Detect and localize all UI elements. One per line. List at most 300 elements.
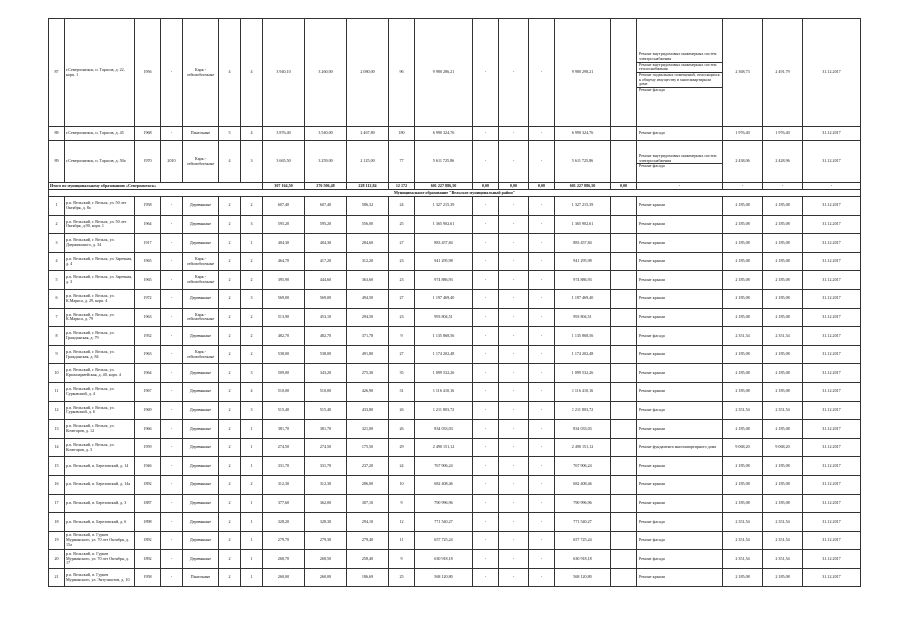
area-living: 371,78 [347, 327, 389, 346]
fund-owners: 2 490 151,12 [555, 438, 611, 457]
area-total: 3 876,40 [263, 127, 305, 141]
planned-date: 31.12.2017 [803, 345, 861, 364]
fund-regional: - [499, 289, 529, 308]
fund-other [611, 420, 637, 439]
row-number: 6 [49, 289, 65, 308]
entrances-count: 4 [241, 382, 263, 401]
area-total: 260,00 [263, 568, 305, 587]
row-number: 17 [49, 494, 65, 513]
repair-cost: 974 886,93 [415, 271, 473, 290]
year-renovated: - [161, 127, 183, 141]
area-living: 294,10 [347, 513, 389, 532]
max-unit-cost: 2 351,54 [763, 513, 803, 532]
year-built: 1958 [135, 568, 161, 587]
fund-federal: - [473, 568, 499, 587]
repair-cost: 1 211 803,72 [415, 401, 473, 420]
planned-date: 31.12.2017 [803, 141, 861, 183]
unit-cost: 2 185,08 [723, 289, 763, 308]
floors-count: 2 [219, 494, 241, 513]
year-built: 1966 [135, 420, 161, 439]
repair-work: Ремонт крыши [637, 234, 723, 253]
max-unit-cost: 2 351,54 [763, 550, 803, 569]
area-living: 363,60 [347, 271, 389, 290]
summary-area-premises: 276 506,48 [305, 183, 347, 190]
fund-federal: - [473, 420, 499, 439]
fund-regional: - [499, 197, 529, 216]
wall-material: Деревянные [183, 234, 219, 253]
address: р.п. Вельский, г. Вельск, ул. Красноармейская, д. 40, корп. 4 [65, 364, 135, 383]
wall-material: Деревянные [183, 289, 219, 308]
repair-work: Ремонт крыши [637, 345, 723, 364]
area-total: 538,00 [263, 345, 305, 364]
area-premises: 417,20 [305, 252, 347, 271]
repair-cost: 771 540,27 [415, 513, 473, 532]
max-unit-cost: 2 185,08 [763, 475, 803, 494]
repair-work-item: Ремонт внутридомовых инженерных систем теплоснабжения [637, 62, 722, 72]
table-row [49, 19, 861, 127]
max-unit-cost: 2 185,08 [763, 345, 803, 364]
fund-other [611, 568, 637, 587]
planned-date: 31.12.2017 [803, 568, 861, 587]
row-number: 88 [49, 127, 65, 141]
area-premises: 362,00 [305, 494, 347, 513]
fund-federal: - [473, 550, 499, 569]
year-renovated: - [161, 364, 183, 383]
wall-material: Деревянные [183, 364, 219, 383]
year-built: 1968 [135, 127, 161, 141]
max-unit-cost: 2 351,54 [763, 327, 803, 346]
repair-work: Ремонт крыши [637, 382, 723, 401]
repair-cost: 941 295,98 [415, 252, 473, 271]
fund-municipal: - [529, 550, 555, 569]
fund-other [611, 308, 637, 327]
fund-other [611, 327, 637, 346]
area-living: 286,00 [347, 475, 389, 494]
repair-work: Ремонт фасада [637, 531, 723, 550]
wall-material: Деревянные [183, 401, 219, 420]
area-living: 294,50 [347, 308, 389, 327]
residents-count: 24 [389, 457, 415, 476]
table-row [49, 382, 861, 401]
max-unit-cost: 2 185,08 [763, 364, 803, 383]
table-row [49, 568, 861, 587]
address: р.п. Вельский, г. Вельск, ул. Сурковский, д. 6 [65, 401, 135, 420]
year-renovated: - [161, 438, 183, 457]
fund-owners: 1 116 410,16 [555, 382, 611, 401]
floors-count: 2 [219, 568, 241, 587]
fund-municipal: - [529, 289, 555, 308]
fund-regional: - [499, 550, 529, 569]
wall-material: Деревянные [183, 475, 219, 494]
max-unit-cost: 9 068,20 [763, 438, 803, 457]
summary-area-total: 307 164,50 [263, 183, 305, 190]
fund-owners: 630 918,18 [555, 550, 611, 569]
entrances-count: 1 [241, 513, 263, 532]
register-sheet [48, 18, 860, 587]
summary-works: - [637, 183, 723, 190]
repair-work: Ремонт крыши [637, 197, 723, 216]
entrances-count: 2 [241, 271, 263, 290]
area-premises: 328,30 [305, 513, 347, 532]
unit-cost: 1 976,40 [723, 127, 763, 141]
wall-material: Карк.-сейсмобпочные [183, 141, 219, 183]
unit-cost: 2 185,08 [723, 364, 763, 383]
planned-date: 31.12.2017 [803, 127, 861, 141]
max-unit-cost: 2 185,08 [763, 234, 803, 253]
fund-owners: 771 540,27 [555, 513, 611, 532]
wall-material: Деревянные [183, 215, 219, 234]
repair-work-item: Ремонт подвальных помещений, относящихся к общему имуществу в многоквартирном доме [637, 73, 722, 88]
table-row [49, 531, 861, 550]
entrances-count: 1 [241, 494, 263, 513]
entrances-count: 1 [241, 457, 263, 476]
summary-fund-other: 0,00 [611, 183, 637, 190]
address: р.п. Вельский, г. Вельск, ул. 50 лет Октября, д. 8а [65, 197, 135, 216]
area-living: 426,90 [347, 382, 389, 401]
table-row [49, 127, 861, 141]
row-number: 13 [49, 420, 65, 439]
row-number: 89 [49, 141, 65, 183]
wall-material: Деревянные [183, 531, 219, 550]
unit-cost: 2 185,08 [723, 271, 763, 290]
wall-material: Деревянные [183, 382, 219, 401]
capital-repair-register-table [48, 18, 861, 587]
fund-municipal: - [529, 568, 555, 587]
planned-date: 31.12.2017 [803, 382, 861, 401]
unit-cost: 2 185,08 [723, 345, 763, 364]
address: р.п. Вельский, г. Вельск, ул. 50 лет Октября, д.90, корп. 1 [65, 215, 135, 234]
planned-date: 31.12.2017 [803, 550, 861, 569]
repair-work: Ремонт фасада [637, 550, 723, 569]
repair-cost: 993 804,51 [415, 308, 473, 327]
year-renovated: - [161, 531, 183, 550]
floors-count: 2 [219, 289, 241, 308]
area-total: 595,20 [263, 215, 305, 234]
repair-cost: 682 408,46 [415, 475, 473, 494]
area-living: 491,80 [347, 345, 389, 364]
area-total: 510,00 [263, 382, 305, 401]
address: г.Североонежск, п. Тарасов, д. 22, корп. 1 [65, 19, 135, 127]
unit-cost: 2 438,06 [723, 141, 763, 183]
fund-owners: 974 886,93 [555, 271, 611, 290]
fund-regional: - [499, 308, 529, 327]
fund-other [611, 289, 637, 308]
fund-owners: 834 033,03 [555, 420, 611, 439]
fund-other [611, 271, 637, 290]
area-living: 279,40 [347, 531, 389, 550]
unit-cost: 2 185,08 [723, 234, 763, 253]
address: р.п. Вельский, г. Вельск, ул. Заречная, д. 4 [65, 252, 135, 271]
repair-cost: 1 197 469,40 [415, 289, 473, 308]
entrances-count: 1 [241, 438, 263, 457]
year-renovated: - [161, 420, 183, 439]
row-number: 1 [49, 197, 65, 216]
year-built: 1958 [135, 197, 161, 216]
fund-owners: 790 996,96 [555, 494, 611, 513]
residents-count: 23 [389, 308, 415, 327]
row-number: 19 [49, 531, 65, 550]
repair-cost: 568 120,80 [415, 568, 473, 587]
area-premises: 3 259,00 [305, 141, 347, 183]
unit-cost: 2 185,08 [723, 382, 763, 401]
row-number: 10 [49, 364, 65, 383]
table-row [49, 271, 861, 290]
area-premises: 331,70 [305, 457, 347, 476]
wall-material: Деревянные [183, 513, 219, 532]
residents-count: 23 [389, 271, 415, 290]
max-unit-cost: 2 185,08 [763, 420, 803, 439]
wall-material: Карк.-сейсмобпочные [183, 345, 219, 364]
residents-count: 26 [389, 420, 415, 439]
area-total: 377,60 [263, 494, 305, 513]
year-renovated: - [161, 550, 183, 569]
area-premises: 343,20 [305, 364, 347, 383]
wall-material: Панельные [183, 127, 219, 141]
area-premises: 404,30 [305, 234, 347, 253]
table-row [49, 289, 861, 308]
floors-count: 2 [219, 271, 241, 290]
fund-other [611, 252, 637, 271]
year-renovated: - [161, 19, 183, 127]
planned-date: 31.12.2017 [803, 513, 861, 532]
table-row [49, 420, 861, 439]
max-unit-cost: 1 976,40 [763, 127, 803, 141]
area-premises: 538,00 [305, 345, 347, 364]
floors-count: 2 [219, 308, 241, 327]
fund-other [611, 234, 637, 253]
year-renovated: - [161, 457, 183, 476]
row-number: 21 [49, 568, 65, 587]
summary-date: - [803, 183, 861, 190]
fund-federal: - [473, 401, 499, 420]
fund-federal: - [473, 19, 499, 127]
area-premises: 260,00 [305, 568, 347, 587]
fund-other [611, 382, 637, 401]
residents-count: 25 [389, 568, 415, 587]
fund-regional: - [499, 401, 529, 420]
year-built: 1956 [135, 19, 161, 127]
fund-owners: 1 197 469,40 [555, 289, 611, 308]
fund-federal: - [473, 215, 499, 234]
fund-regional: - [499, 420, 529, 439]
fund-municipal: - [529, 475, 555, 494]
floors-count: 2 [219, 234, 241, 253]
fund-regional: - [499, 327, 529, 346]
unit-cost: 2 368,73 [723, 19, 763, 127]
fund-regional: - [499, 345, 529, 364]
area-total: 328,20 [263, 513, 305, 532]
entrances-count: 1 [241, 550, 263, 569]
fund-municipal: - [529, 494, 555, 513]
repair-cost: 1 116 410,16 [415, 382, 473, 401]
wall-material: Карк.-сейсмобпочные [183, 19, 219, 127]
repair-work: Ремонт крыши [637, 289, 723, 308]
entrances-count: 3 [241, 401, 263, 420]
summary-max-cost: - [763, 183, 803, 190]
repair-cost: 1 327 215,39 [415, 197, 473, 216]
year-built: 1946 [135, 457, 161, 476]
residents-count: 27 [389, 234, 415, 253]
year-built: 1965 [135, 252, 161, 271]
fund-other [611, 438, 637, 457]
fund-other [611, 513, 637, 532]
fund-regional: - [499, 364, 529, 383]
address: р.п. Вельский, г. Вельск, ул. Кочегаров, д. 12 [65, 420, 135, 439]
repair-work: Ремонт крыши [637, 271, 723, 290]
row-number: 87 [49, 19, 65, 127]
entrances-count: 3 [241, 141, 263, 183]
residents-count: 77 [389, 141, 415, 183]
fund-other [611, 197, 637, 216]
year-built: 1964 [135, 215, 161, 234]
repair-cost: 1 174 202,48 [415, 345, 473, 364]
row-number: 5 [49, 271, 65, 290]
year-renovated: - [161, 494, 183, 513]
max-unit-cost: 2 185,08 [763, 568, 803, 587]
area-living: 175,50 [347, 438, 389, 457]
unit-cost: 2 185,08 [723, 420, 763, 439]
floors-count: 2 [219, 382, 241, 401]
year-renovated: 2010 [161, 141, 183, 183]
fund-federal: - [473, 289, 499, 308]
floors-count: 2 [219, 438, 241, 457]
fund-owners: 9 980 298,21 [555, 19, 611, 127]
floors-count: 2 [219, 475, 241, 494]
year-built: 1892 [135, 531, 161, 550]
fund-regional: - [499, 457, 529, 476]
year-built: 1887 [135, 494, 161, 513]
summary-fund-2: 0,00 [499, 183, 529, 190]
area-total: 395,90 [263, 271, 305, 290]
fund-owners: 1 099 532,26 [555, 364, 611, 383]
area-living: 433,80 [347, 401, 389, 420]
table-row [49, 215, 861, 234]
area-premises: 569,00 [305, 289, 347, 308]
wall-material: Карк.-сейсмобпочные [183, 308, 219, 327]
fund-municipal: - [529, 308, 555, 327]
fund-owners: 941 295,98 [555, 252, 611, 271]
fund-federal: - [473, 252, 499, 271]
fund-regional: - [499, 438, 529, 457]
planned-date: 31.12.2017 [803, 438, 861, 457]
fund-other [611, 127, 637, 141]
fund-federal: - [473, 141, 499, 183]
unit-cost: 2 351,54 [723, 531, 763, 550]
fund-regional: - [499, 494, 529, 513]
repair-work: Ремонт крыши [637, 568, 723, 587]
residents-count: 35 [389, 364, 415, 383]
address: р.п. Вельский, п. Гурьев Мурманского, ул. Энтузиастов, д. 10 [65, 568, 135, 587]
residents-count: 26 [389, 401, 415, 420]
repair-work: Ремонт крыши [637, 215, 723, 234]
fund-municipal: - [529, 19, 555, 127]
fund-other [611, 494, 637, 513]
area-total: 279,70 [263, 531, 305, 550]
summary-fund-owners: 601 227 886,50 [555, 183, 611, 190]
table-row [49, 438, 861, 457]
table-row [49, 234, 861, 253]
fund-municipal: - [529, 382, 555, 401]
area-living: 312,20 [347, 252, 389, 271]
area-premises: 381,70 [305, 420, 347, 439]
table-row [49, 141, 861, 183]
repair-work: Ремонт крыши [637, 475, 723, 494]
address: р.п. Вельский, г. Вельск, ул. Заречная, д. 3 [65, 271, 135, 290]
fund-regional: - [499, 215, 529, 234]
fund-federal: - [473, 271, 499, 290]
floors-count: 2 [219, 531, 241, 550]
year-renovated: - [161, 345, 183, 364]
repair-work-item: Ремонт фасада [639, 87, 665, 93]
fund-federal: - [473, 327, 499, 346]
wall-material: Деревянные [183, 550, 219, 569]
fund-owners: 1 211 803,72 [555, 401, 611, 420]
address: р.п. Вельский, п. Гурьев Мурманского, ул. 70 лет Октября, д. 15а [65, 531, 135, 550]
repair-work-item: Ремонт фасада [639, 163, 665, 169]
wall-material: Деревянные [183, 420, 219, 439]
area-living: 258,40 [347, 550, 389, 569]
year-renovated: - [161, 289, 183, 308]
repair-works-list [637, 127, 723, 141]
address: р.п. Вельский, г. Вельск, ул. Гражданская, д. 79 [65, 327, 135, 346]
area-premises: 312,30 [305, 475, 347, 494]
area-total: 482,70 [263, 327, 305, 346]
wall-material: Деревянные [183, 494, 219, 513]
row-number: 20 [49, 550, 65, 569]
unit-cost: 2 185,08 [723, 308, 763, 327]
residents-count: 180 [389, 127, 415, 141]
address: р.п. Вельский, г. Вельск, ул. К.Маркса, д. 29, корп. 4 [65, 289, 135, 308]
repair-work-item: Ремонт внутридомовых инженерных систем электроснабжения [637, 52, 722, 62]
row-number: 3 [49, 234, 65, 253]
fund-owners: 1 174 202,48 [555, 345, 611, 364]
unit-cost: 2 351,54 [723, 401, 763, 420]
row-number: 14 [49, 438, 65, 457]
fund-other [611, 19, 637, 127]
repair-work: Ремонт фасада [637, 513, 723, 532]
floors-count: 2 [219, 550, 241, 569]
residents-count: 12 [389, 513, 415, 532]
area-total: 464,70 [263, 252, 305, 271]
area-living: 284,60 [347, 234, 389, 253]
fund-other [611, 141, 637, 183]
fund-other [611, 475, 637, 494]
max-unit-cost: 2 185,08 [763, 308, 803, 327]
fund-owners: 1 327 215,39 [555, 197, 611, 216]
fund-regional: - [499, 234, 529, 253]
repair-cost: 767 906,24 [415, 457, 473, 476]
fund-municipal: - [529, 327, 555, 346]
entrances-count: 2 [241, 197, 263, 216]
address: р.п. Вельский, г. Вельск, ул. К.Маркса, д. 79 [65, 308, 135, 327]
area-total: 607,40 [263, 197, 305, 216]
fund-federal: - [473, 531, 499, 550]
address: р.п. Вельский, п. Березовский, д. 14а [65, 475, 135, 494]
repair-work-item: Ремонт фасада [639, 131, 665, 136]
planned-date: 31.12.2017 [803, 252, 861, 271]
summary-unit-cost: - [723, 183, 763, 190]
planned-date: 31.12.2017 [803, 308, 861, 327]
floors-count: 2 [219, 345, 241, 364]
row-number: 16 [49, 475, 65, 494]
year-built: 1965 [135, 271, 161, 290]
year-built: 1952 [135, 327, 161, 346]
fund-owners: 767 906,24 [555, 457, 611, 476]
summary-cost: 601 227 886,50 [415, 183, 473, 190]
fund-municipal: - [529, 457, 555, 476]
area-premises: 607,40 [305, 197, 347, 216]
year-built: 1970 [135, 141, 161, 183]
